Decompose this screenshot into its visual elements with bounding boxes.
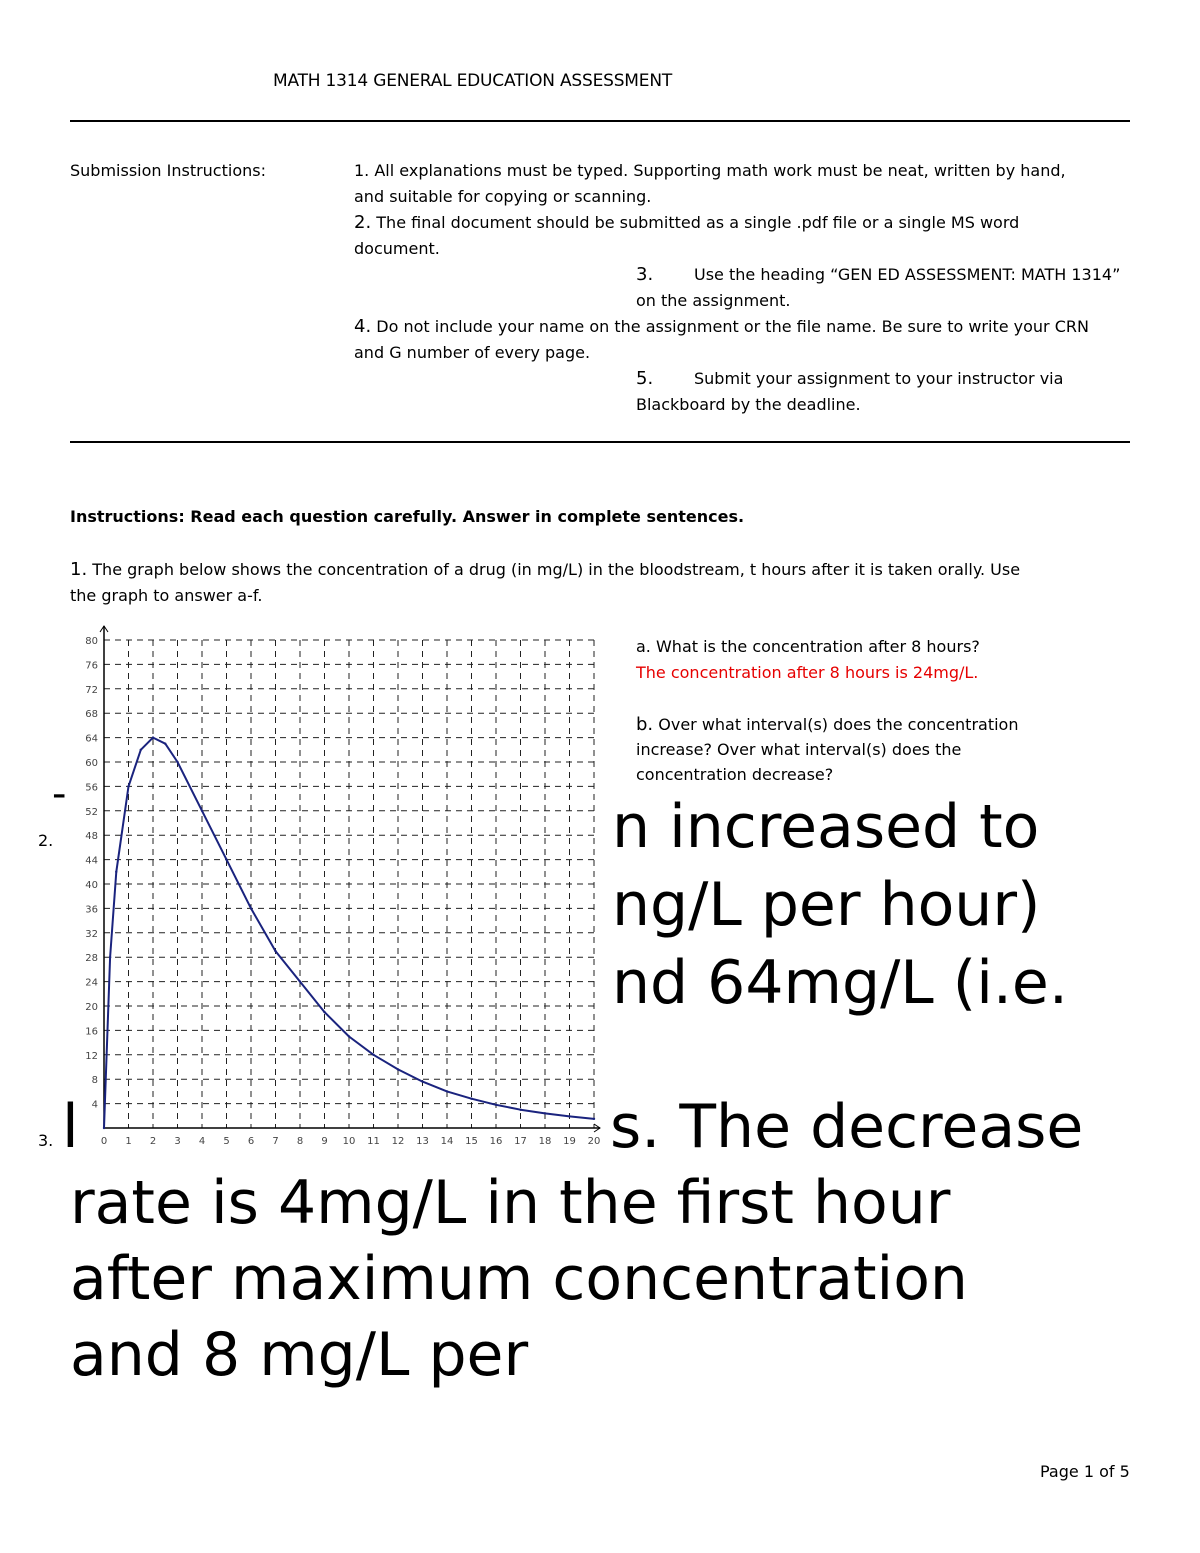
data-point bbox=[568, 1115, 570, 1117]
overlay-dash: - bbox=[52, 771, 67, 817]
overlay-line-2: ng/L per hour) bbox=[612, 870, 1041, 940]
submission-item-3 bbox=[636, 262, 1120, 288]
x-tick-label: 16 bbox=[489, 1136, 503, 1147]
data-point bbox=[470, 1098, 472, 1100]
item-text: All explanations must be typed. Supporting math work must be neat, written by hand, bbox=[374, 161, 1066, 180]
x-tick-label: 12 bbox=[391, 1136, 405, 1147]
x-tick-label: 14 bbox=[440, 1136, 454, 1147]
x-tick-label: 7 bbox=[272, 1136, 279, 1147]
y-tick-label: 32 bbox=[85, 928, 98, 940]
concentration-graph bbox=[60, 620, 620, 1160]
submission-item-5-cont: Blackboard by the deadline. bbox=[636, 395, 861, 414]
overlay-line-3: nd 64mg/L (i.e. bbox=[612, 948, 1068, 1018]
data-point bbox=[299, 980, 301, 982]
margin-number-2: 2. bbox=[38, 831, 54, 850]
y-tick-label: 40 bbox=[85, 880, 98, 891]
y-tick-label: 36 bbox=[85, 904, 98, 916]
y-tick-label: 16 bbox=[85, 1026, 98, 1038]
y-tick-label: 4 bbox=[91, 1099, 98, 1111]
data-point bbox=[152, 736, 154, 738]
overlay-line-7: and 8 mg/L per bbox=[70, 1320, 529, 1390]
x-tick-label: 5 bbox=[223, 1136, 230, 1147]
x-tick-label: 19 bbox=[563, 1136, 576, 1147]
data-point bbox=[201, 810, 203, 812]
data-point bbox=[323, 1011, 325, 1013]
submission-item-2 bbox=[354, 210, 1019, 236]
data-point bbox=[421, 1080, 423, 1082]
item-text: The final document should be submitted as a single .pdf file or a single MS word bbox=[376, 213, 1020, 232]
x-tick-label: 1 bbox=[125, 1136, 132, 1147]
data-point bbox=[115, 871, 117, 873]
submission-item-5 bbox=[636, 366, 1063, 392]
x-tick-label: 10 bbox=[342, 1136, 356, 1147]
question-1 bbox=[70, 557, 1020, 583]
item-text: Submit your assignment to your instructor via bbox=[694, 369, 1064, 388]
item-number: 1. bbox=[354, 161, 370, 180]
data-point bbox=[446, 1090, 448, 1092]
answer-a: The concentration after 8 hours is 24mg/L. bbox=[636, 663, 979, 682]
data-point bbox=[109, 956, 111, 958]
overlay-bar: l bbox=[62, 1092, 79, 1162]
x-tick-label: 2 bbox=[149, 1136, 157, 1147]
y-tick-label: 12 bbox=[85, 1050, 98, 1062]
question-letter: b. bbox=[636, 714, 654, 735]
submission-item-1 bbox=[354, 158, 1066, 184]
overlay-line-5: rate is 4mg/L in the first hour bbox=[70, 1168, 951, 1238]
data-point bbox=[397, 1068, 399, 1070]
y-tick-label: 68 bbox=[85, 709, 98, 721]
question-b bbox=[636, 712, 1018, 738]
item-number: 3. bbox=[636, 264, 654, 285]
data-point bbox=[519, 1109, 521, 1111]
submission-item-4-cont: and G number of every page. bbox=[354, 343, 591, 362]
x-tick-label: 8 bbox=[296, 1136, 304, 1147]
x-tick-label: 15 bbox=[465, 1136, 478, 1147]
y-tick-label: 20 bbox=[85, 1002, 98, 1013]
y-tick-label: 28 bbox=[85, 953, 98, 965]
item-number: 4. bbox=[354, 316, 372, 337]
data-point bbox=[348, 1035, 350, 1037]
page-number: Page 1 of 5 bbox=[1040, 1462, 1130, 1481]
overlay-line-1: n increased to bbox=[612, 792, 1040, 862]
x-tick-label: 9 bbox=[321, 1136, 328, 1147]
x-tick-label: 0 bbox=[100, 1136, 108, 1147]
submission-item-3-cont: on the assignment. bbox=[636, 291, 791, 310]
data-point bbox=[274, 950, 276, 952]
data-point bbox=[176, 761, 178, 763]
y-tick-label: 44 bbox=[85, 855, 98, 867]
y-tick-label: 48 bbox=[85, 831, 98, 843]
x-tick-label: 18 bbox=[538, 1136, 552, 1147]
data-point bbox=[544, 1112, 546, 1114]
top-rule bbox=[70, 120, 1130, 122]
y-tick-label: 24 bbox=[85, 977, 98, 989]
data-point bbox=[372, 1054, 374, 1056]
question-text: The graph below shows the concentration of a drug (in mg/L) in the bloodstream, t hours after it is taken orally. Use bbox=[92, 560, 1021, 579]
data-point bbox=[225, 858, 227, 860]
bottom-rule bbox=[70, 441, 1130, 443]
x-tick-label: 4 bbox=[198, 1136, 206, 1147]
chart-svg bbox=[60, 620, 620, 1160]
question-b-line2: increase? Over what interval(s) does the bbox=[636, 740, 962, 759]
submission-item-4 bbox=[354, 314, 1089, 340]
data-point bbox=[103, 1127, 105, 1129]
y-tick-label: 80 bbox=[85, 636, 98, 647]
y-tick-label: 8 bbox=[91, 1075, 98, 1087]
x-tick-label: 3 bbox=[174, 1136, 181, 1147]
y-tick-label: 72 bbox=[85, 684, 98, 696]
submission-item-1-cont: and suitable for copying or scanning. bbox=[354, 187, 652, 206]
y-tick-label: 52 bbox=[85, 806, 98, 818]
question-a: a. What is the concentration after 8 hours? bbox=[636, 637, 980, 656]
margin-number-3: 3. bbox=[38, 1131, 54, 1150]
y-tick-label: 64 bbox=[85, 733, 98, 745]
x-tick-label: 13 bbox=[416, 1136, 429, 1147]
x-tick-label: 20 bbox=[587, 1136, 601, 1147]
data-point bbox=[593, 1118, 595, 1120]
x-tick-label: 6 bbox=[247, 1136, 255, 1147]
data-point bbox=[127, 785, 129, 787]
item-text: Use the heading “GEN ED ASSESSMENT: MATH 1314” bbox=[694, 265, 1121, 284]
y-tick-label: 60 bbox=[85, 758, 98, 769]
overlay-line-6: after maximum concentration bbox=[70, 1244, 968, 1314]
question-text: Over what interval(s) does the concentration bbox=[658, 715, 1019, 734]
question-number: 1. bbox=[70, 559, 88, 580]
x-tick-label: 11 bbox=[367, 1136, 380, 1147]
document-title: MATH 1314 GENERAL EDUCATION ASSESSMENT bbox=[273, 71, 673, 91]
data-point bbox=[250, 907, 252, 909]
submission-item-2-cont: document. bbox=[354, 239, 440, 258]
item-number: 2. bbox=[354, 212, 372, 233]
data-point bbox=[495, 1104, 497, 1106]
x-tick-label: 17 bbox=[514, 1136, 527, 1147]
y-tick-label: 76 bbox=[85, 660, 98, 672]
instructions-heading: Instructions: Read each question carefully. Answer in complete sentences. bbox=[70, 507, 745, 526]
question-1-cont: the graph to answer a-f. bbox=[70, 586, 263, 605]
submission-label: Submission Instructions: bbox=[70, 161, 266, 180]
question-b-line3: concentration decrease? bbox=[636, 765, 834, 784]
item-number: 5. bbox=[636, 368, 654, 389]
overlay-line-4: s. The decrease bbox=[610, 1092, 1084, 1162]
data-point bbox=[164, 743, 166, 745]
data-point bbox=[140, 749, 142, 751]
item-text: Do not include your name on the assignment or the file name. Be sure to write your CRN bbox=[376, 317, 1089, 336]
y-tick-label: 56 bbox=[85, 782, 98, 794]
